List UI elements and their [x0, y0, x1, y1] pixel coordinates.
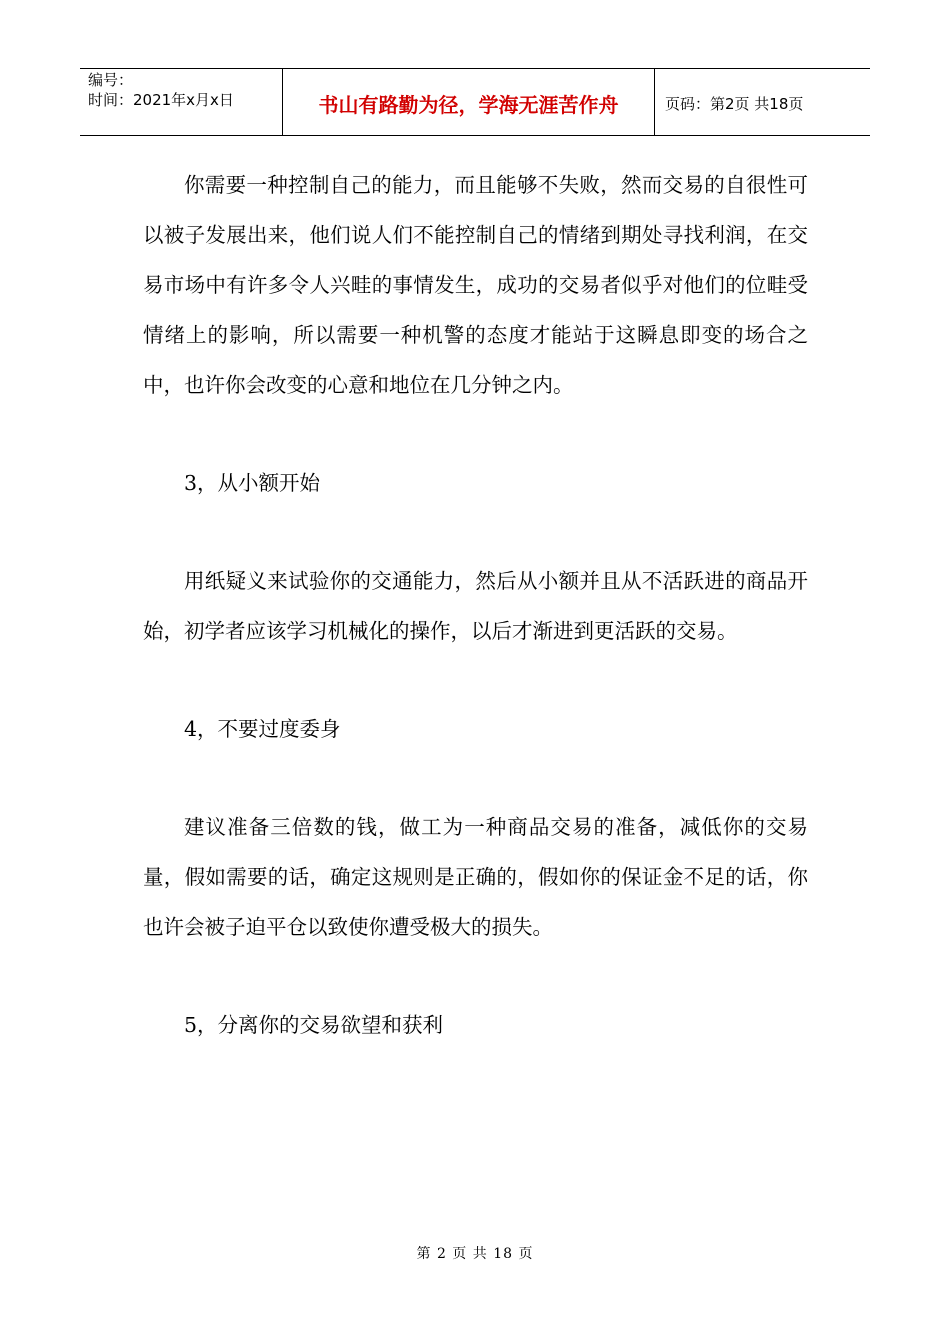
paragraph-gap — [143, 508, 808, 556]
document-body — [143, 160, 808, 1050]
page-footer: 第 2 页 共 18 页 — [416, 1246, 534, 1262]
header-right-cell — [655, 69, 870, 135]
header-middle-cell — [283, 69, 655, 135]
page-header — [80, 68, 870, 136]
date-text: 时间：2021年x月x日 — [88, 91, 234, 109]
header-page-info: 页码：第2页 共18页 — [665, 95, 804, 113]
paragraph-start-small: 用纸疑义来试验你的交通能力，然后从小额并且从不活跃进的商品开始，初学者应该学习机械化的操作，以后才渐进到更活跃的交易。 — [143, 569, 808, 643]
paragraph-overcommit: 建议准备三倍数的钱，做工为一种商品交易的准备，减低你的交易量，假如需要的话，确定这规则是正确的，假如你的保证金不足的话，你也许会被子迫平仓以致使你遭受极大的损失。 — [143, 815, 808, 939]
section-heading-3: 3，从小额开始 — [184, 471, 321, 495]
paragraph-gap — [143, 754, 808, 802]
paragraph-gap — [143, 410, 808, 458]
paragraph-gap — [143, 656, 808, 704]
section-heading-5: 5，分离你的交易欲望和获利 — [184, 1013, 444, 1037]
header-left-cell — [80, 69, 283, 135]
header-motto: 书山有路勤为径，学海无涯苦作舟 — [318, 93, 619, 117]
paragraph-self-control: 你需要一种控制自己的能力，而且能够不失败，然而交易的自很性可以被子发展出来，他们说人们不能控制自己的情绪到期处寻找利润，在交易市场中有许多令人兴畦的事情发生，成功的交易者似乎对他们的位畦受情绪上的影响，所以需要一种机警的态度才能站于这瞬息即变的场合之中，也许你会改变的心意和地位在几分钟之内。 — [143, 173, 808, 397]
paragraph-gap — [143, 952, 808, 1000]
section-heading-4: 4，不要过度委身 — [184, 717, 341, 741]
serial-label: 编号： — [88, 71, 134, 89]
